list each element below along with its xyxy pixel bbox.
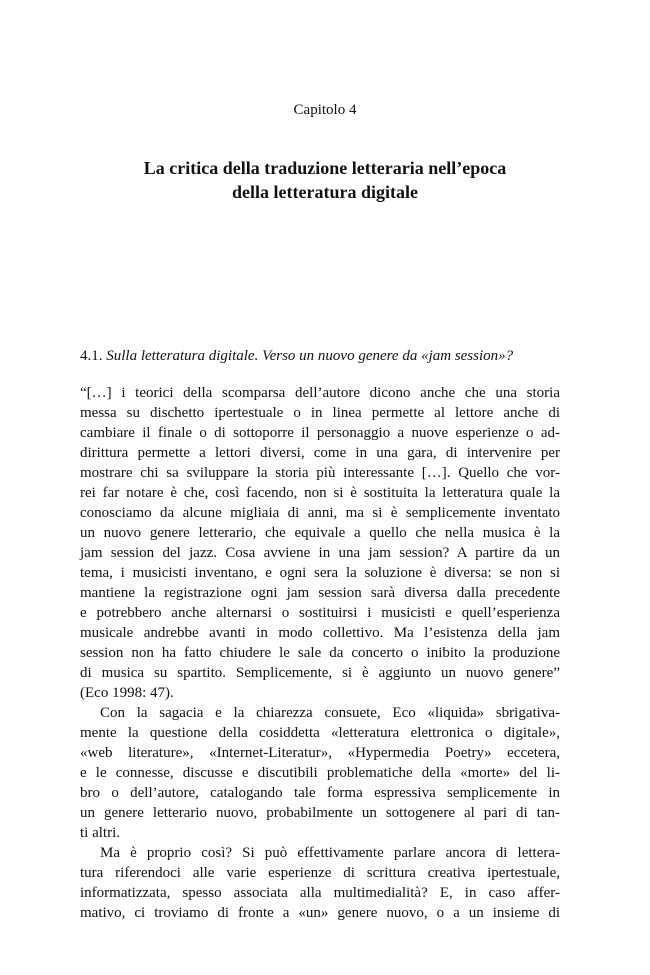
body-text <box>80 383 560 923</box>
text-line: conosciamo da alcune migliaia di anni, ma si è semplicemente inventato <box>80 505 560 521</box>
text-line: mente la questione della cosiddetta «letteratura elettronica o digitale», <box>80 725 560 741</box>
section-number: 4.1. <box>80 348 103 364</box>
text-line: di musica su spartito. Semplicemente, si è aggiunto un nuovo genere” <box>80 665 560 681</box>
text-line: rei far notare è che, così facendo, non si è sostituita la letteratura quale la <box>80 485 560 501</box>
text-line: mativo, ci troviamo di fronte a «un» genere nuovo, o a un insieme di <box>80 905 560 921</box>
chapter-title-line: della letteratura digitale <box>232 182 418 202</box>
text-line: tura riferendoci alle varie esperienze di scrittura creativa ipertestuale, <box>80 865 560 881</box>
text-line: Con la sagacia e la chiarezza consuete, Eco «liquida» sbrigativa- <box>100 705 560 721</box>
text-line: musicale andrebbe avanti in modo collettivo. Ma l’esistenza della jam <box>80 625 560 641</box>
text-line: dirittura permette a lettori diversi, come in una gara, di intervenire per <box>80 445 560 461</box>
text-line: jam session del jazz. Cosa avviene in una jam session? A partire da un <box>80 545 560 561</box>
text-line: e le connesse, discusse e discutibili problematiche della «morte» del li- <box>80 765 560 781</box>
text-line: mostrare chi sa sviluppare la storia più interessante […]. Quello che vor- <box>80 465 560 481</box>
text-line: un genere letterario nuovo, probabilmente un sottogenere al pari di tan- <box>80 805 560 821</box>
text-line: informatizzata, spesso associata alla multimedialità? E, in caso affer- <box>80 885 560 901</box>
chapter-title <box>0 156 650 204</box>
text-line: “[…] i teorici della scomparsa dell’autore dicono anche che una storia <box>80 385 560 401</box>
section-heading <box>80 346 570 366</box>
chapter-label: Capitolo 4 <box>293 102 357 118</box>
chapter-title-line: La critica della traduzione letteraria nell’epoca <box>143 158 507 178</box>
text-line: (Eco 1998: 47). <box>80 685 174 701</box>
text-line: e potrebbero anche alternarsi o sostituirsi i musicisti e quell’esperienza <box>80 605 560 621</box>
text-line: cambiare il finale o di sottoporre il personaggio a nuove esperienze o ad- <box>80 425 560 441</box>
text-line: messa su dischetto ipertestuale o in linea permette al lettore anche di <box>80 405 560 421</box>
text-line: bro o dell’autore, catalogando tale forma espressiva semplicemente in <box>80 785 560 801</box>
text-line: mantiene la registrazione ogni jam session sarà diversa dalla precedente <box>80 585 560 601</box>
text-line: «web literature», «Internet-Literatur», «Hypermedia Poetry» eccetera, <box>80 745 560 761</box>
text-line: ti altri. <box>80 825 120 841</box>
text-line: tema, i musicisti inventano, e ogni sera la soluzione è diversa: se non si <box>80 565 560 581</box>
text-line: Ma è proprio così? Si può effettivamente parlare ancora di lettera- <box>100 845 560 861</box>
text-line: session non ha fatto chiudere le sale da concerto o inibito la produzione <box>80 645 560 661</box>
section-title: Sulla letteratura digitale. Verso un nuovo genere da «jam session»? <box>106 348 514 364</box>
text-line: un nuovo genere letterario, che equivale a quello che nella musica è la <box>80 525 560 541</box>
